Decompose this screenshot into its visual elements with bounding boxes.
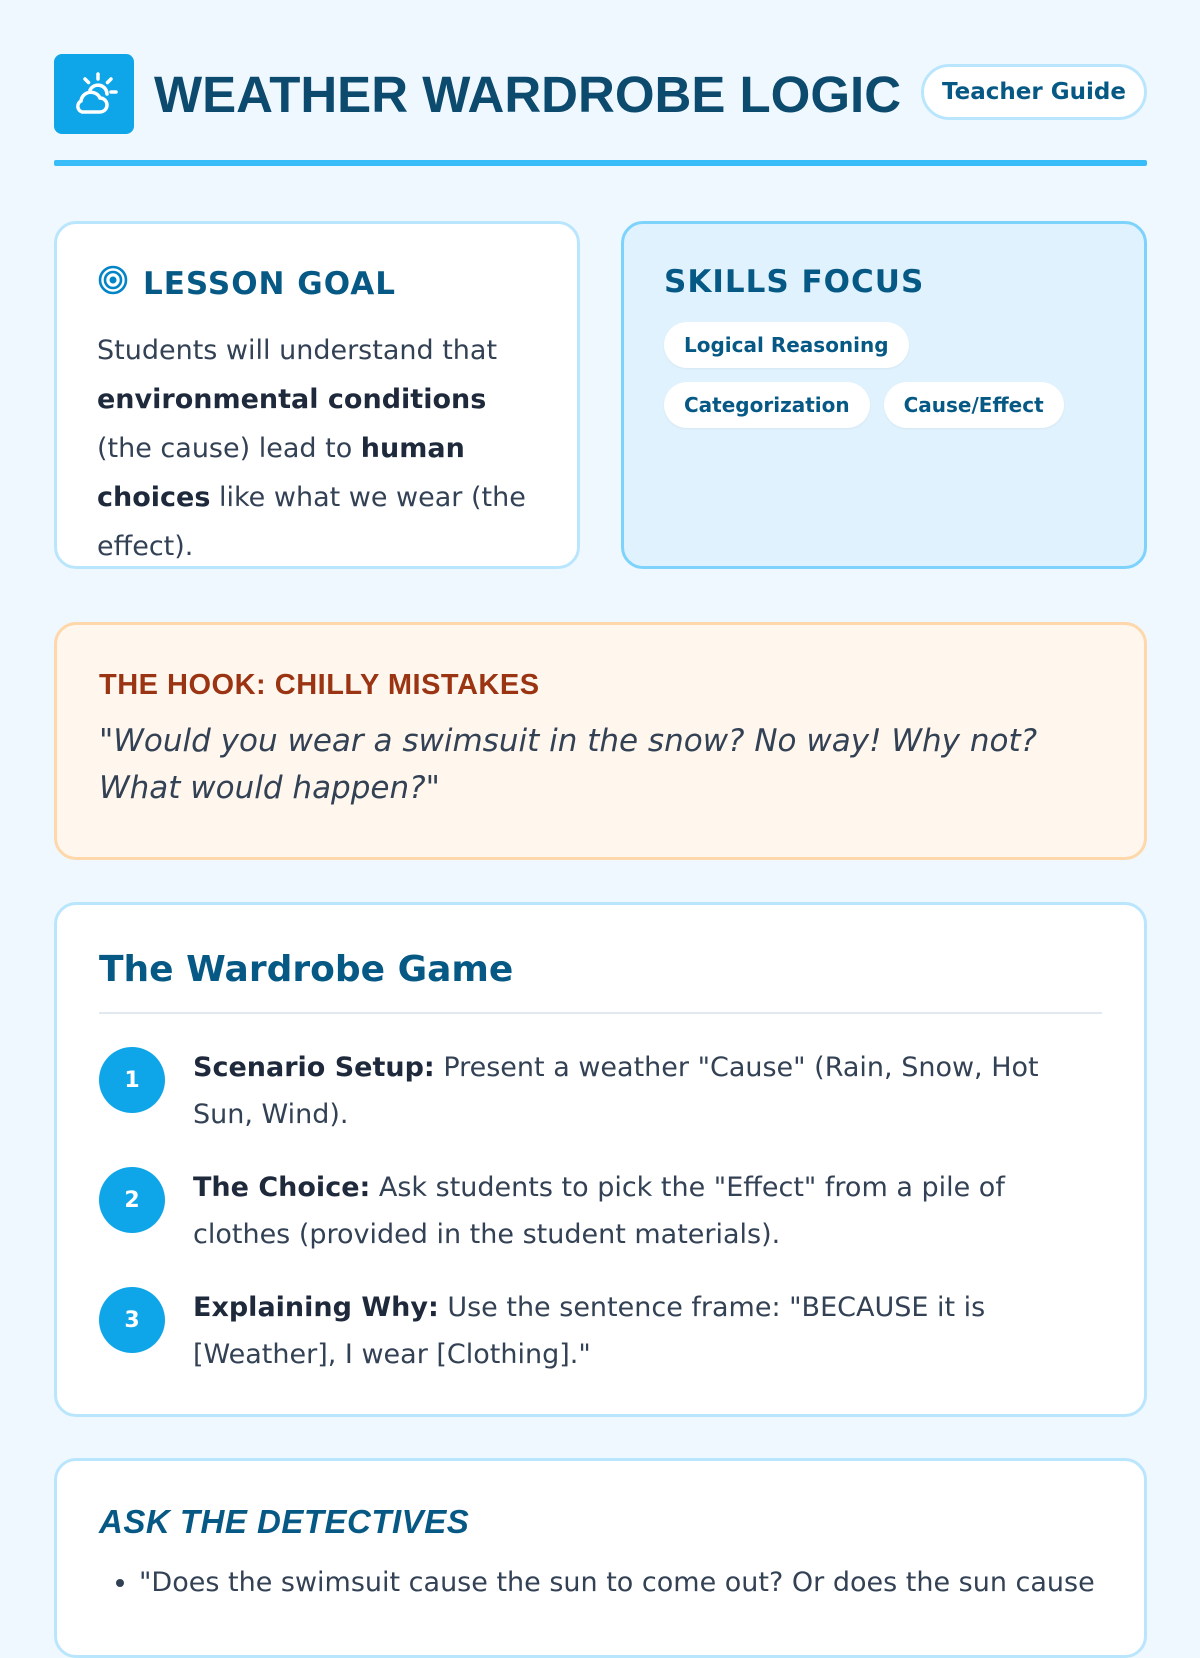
goal-bold-choices: human choices — [97, 433, 465, 513]
step-body: Ask students to pick the "Effect" from a pile of clothes (provided in the student materials). — [193, 1172, 1005, 1250]
skills-focus-title: SKILLS FOCUS — [664, 264, 925, 300]
list-item: • "Does the swimsuit cause the sun to come out? Or does the sun cause — [139, 1561, 1102, 1605]
wardrobe-game-card — [54, 902, 1147, 1417]
skill-chips — [664, 322, 1084, 428]
lesson-goal-title: LESSON GOAL — [143, 266, 396, 302]
goal-text-part: Students will understand that — [97, 335, 498, 366]
step-label: Scenario Setup: — [193, 1052, 435, 1083]
step-item — [99, 1284, 1102, 1378]
teacher-guide-badge[interactable]: Teacher Guide — [921, 64, 1147, 120]
skills-focus-card — [621, 221, 1147, 569]
step-text — [193, 1044, 1102, 1138]
lesson-goal-text — [97, 326, 537, 571]
step-text — [193, 1164, 1102, 1258]
goal-text-part: (the cause) lead to — [97, 433, 361, 464]
skill-chip: Logical Reasoning — [664, 322, 909, 368]
lesson-goal-card — [54, 221, 580, 569]
skill-chip: Categorization — [664, 382, 870, 428]
wardrobe-game-title: The Wardrobe Game — [99, 949, 1102, 1014]
step-item — [99, 1044, 1102, 1138]
goal-text-part: like what we wear (the effect). — [97, 482, 526, 562]
step-body: Present a weather "Cause" (Rain, Snow, Hot Sun, Wind). — [193, 1052, 1039, 1130]
detective-questions — [99, 1561, 1102, 1605]
step-text — [193, 1284, 1102, 1378]
hook-title: THE HOOK: CHILLY MISTAKES — [99, 669, 540, 701]
step-number: 3 — [99, 1287, 165, 1353]
step-label: Explaining Why: — [193, 1292, 439, 1323]
sun-cloud-icon — [54, 54, 134, 134]
header-divider — [54, 160, 1147, 166]
target-icon — [97, 264, 129, 304]
step-list — [99, 1044, 1102, 1378]
goal-bold-conditions: environmental conditions — [97, 384, 487, 415]
hook-card — [54, 622, 1147, 860]
skill-chip: Cause/Effect — [884, 382, 1064, 428]
lesson-goal-heading — [97, 264, 537, 304]
step-number: 1 — [99, 1047, 165, 1113]
ask-detectives-card — [54, 1458, 1147, 1658]
step-body: Use the sentence frame: "BECAUSE it is [Weather], I wear [Clothing]." — [193, 1292, 986, 1370]
step-label: The Choice: — [193, 1172, 371, 1203]
hook-quote: "Would you wear a swimsuit in the snow? No way! Why not? What would happen?" — [99, 723, 1038, 806]
ask-detectives-title: ASK THE DETECTIVES — [99, 1503, 470, 1540]
step-number: 2 — [99, 1167, 165, 1233]
header — [54, 54, 1147, 134]
page-title: WEATHER WARDROBE LOGIC — [154, 66, 902, 123]
step-item — [99, 1164, 1102, 1258]
